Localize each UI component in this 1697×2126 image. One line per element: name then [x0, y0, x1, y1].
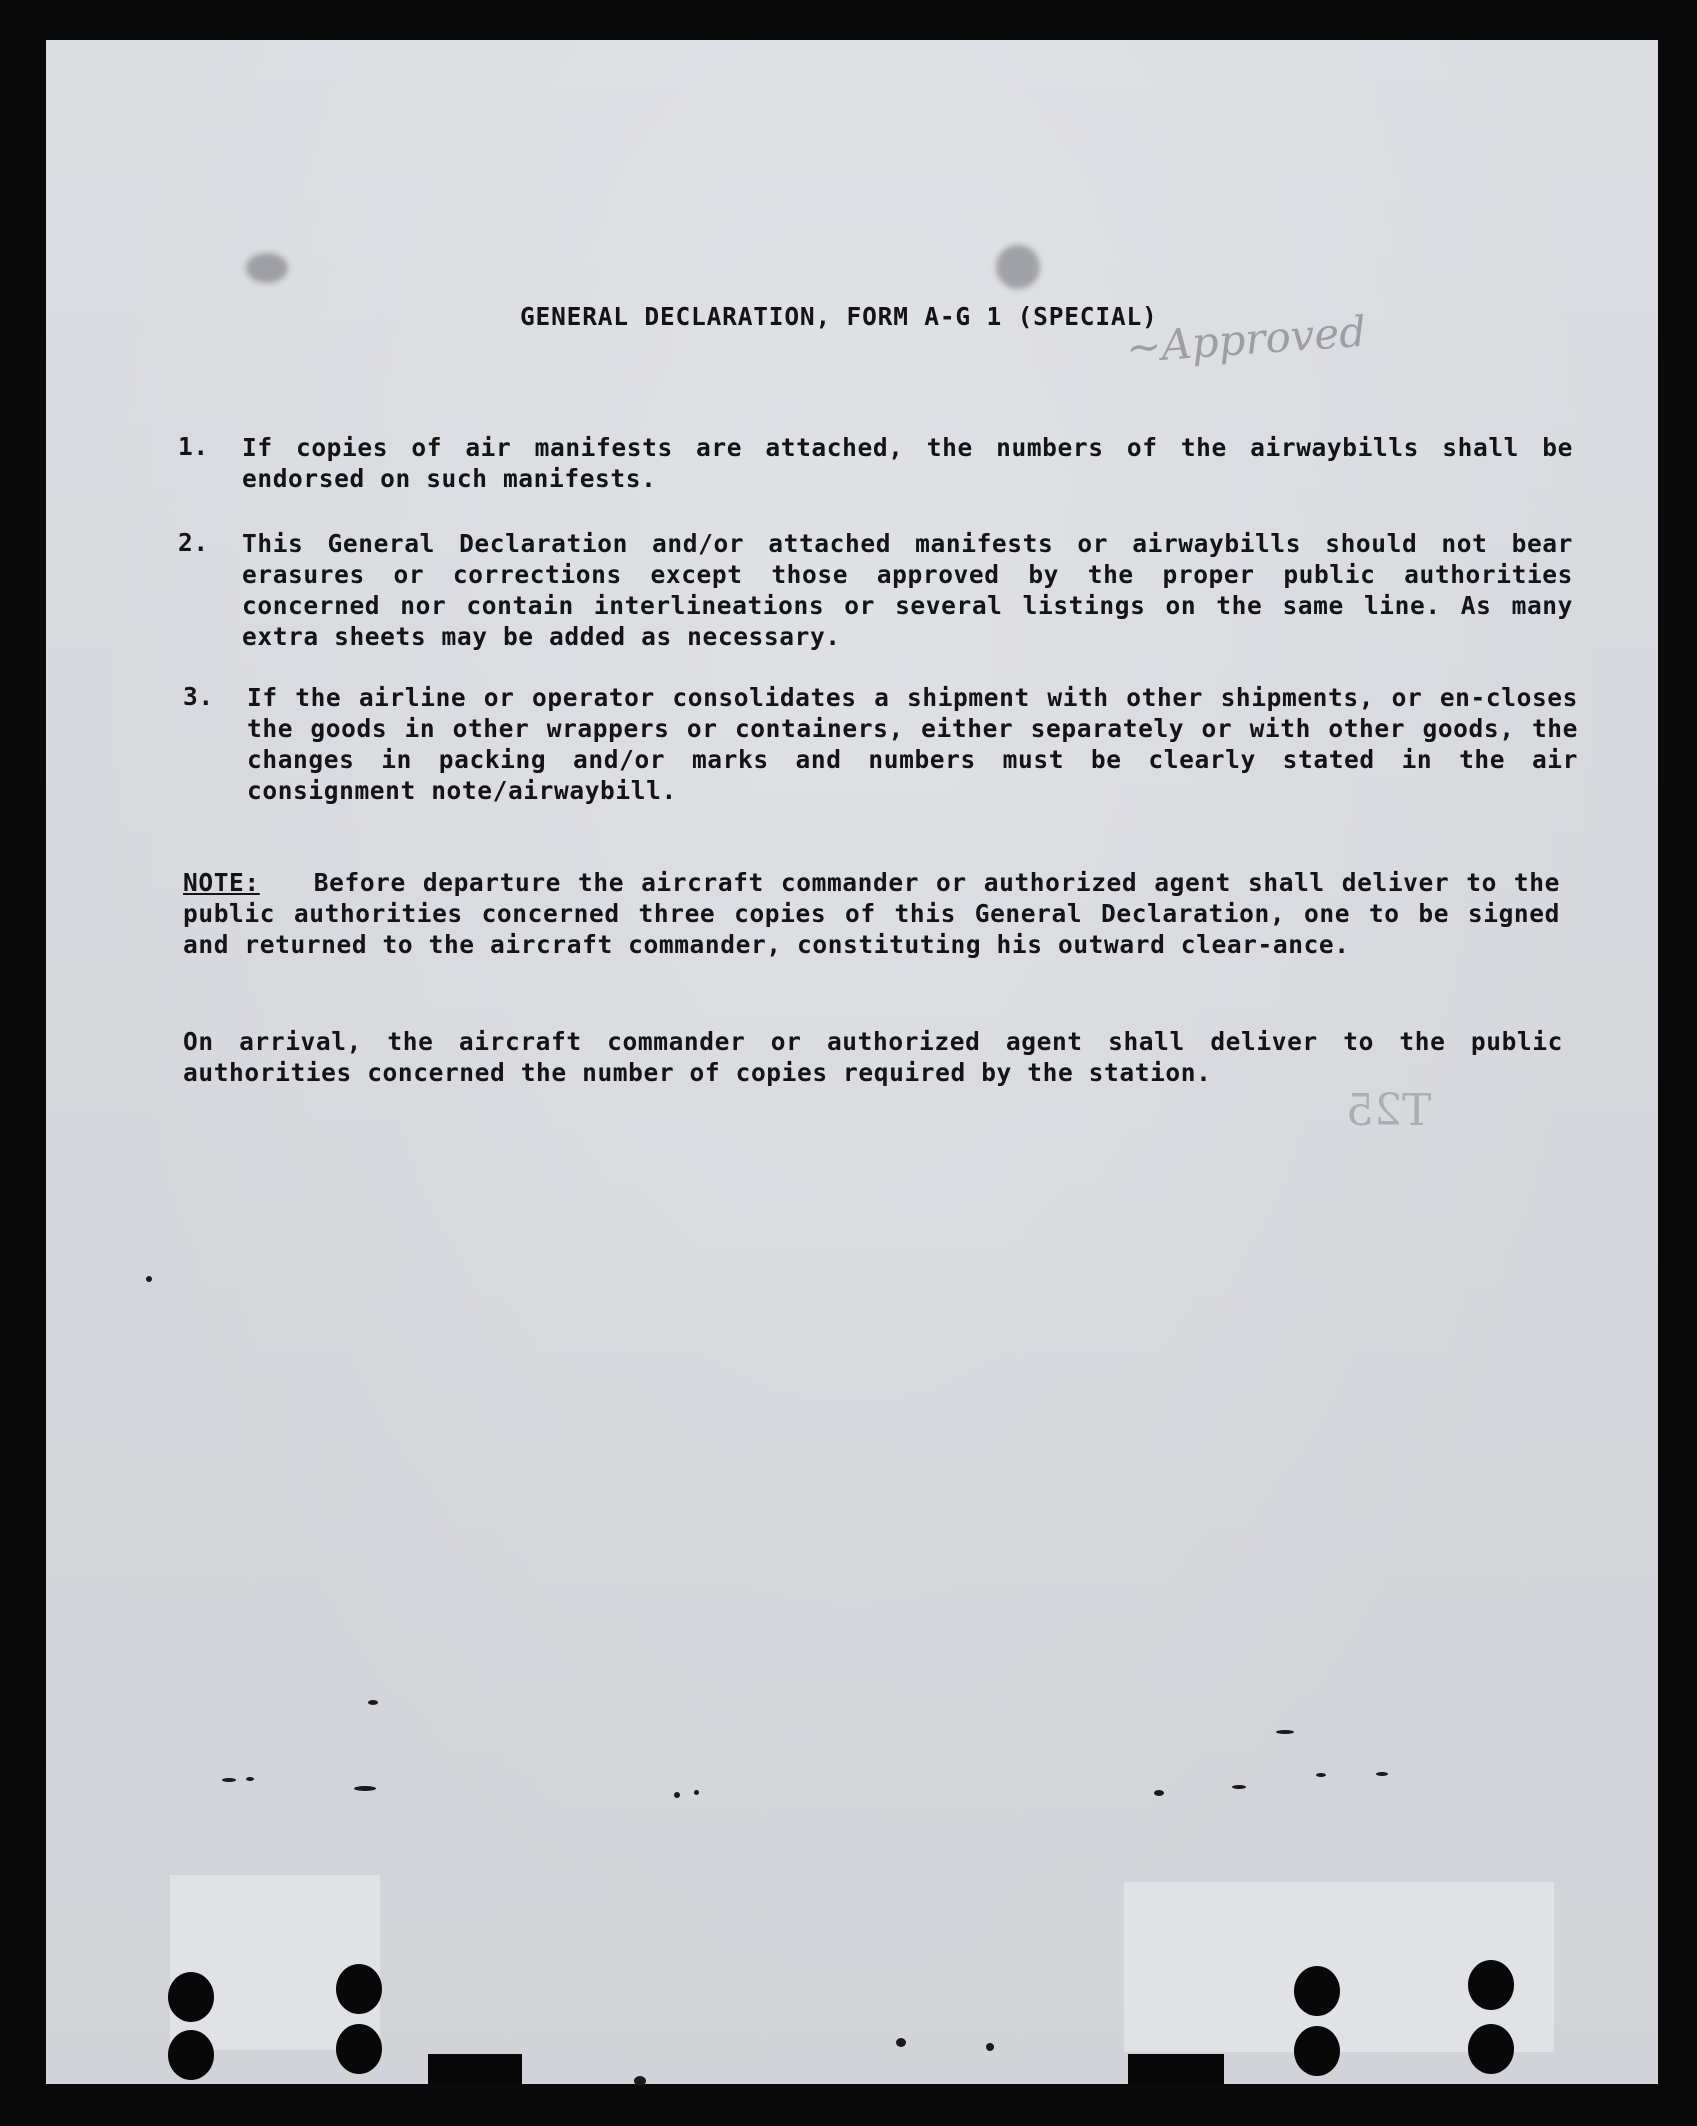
- item-number: 3.: [183, 682, 214, 711]
- instruction-item: [178, 432, 1573, 494]
- arrival-paragraph: On arrival, the aircraft commander or authorized agent shall deliver to the public authorities concerned the number of copies required by the station.: [183, 1027, 1563, 1087]
- item-text: If copies of air manifests are attached, the numbers of the airwaybills shall be endorsed on such manifests.: [242, 433, 1573, 493]
- ink-speck: [1376, 1772, 1388, 1776]
- ink-speck: [222, 1778, 236, 1782]
- ink-speck: [1232, 1785, 1246, 1789]
- punch-hole: [1468, 1960, 1514, 2010]
- ink-smudge: [996, 245, 1040, 289]
- ink-smudge: [246, 253, 288, 283]
- punch-hole: [336, 2024, 382, 2074]
- instruction-item: [178, 528, 1573, 652]
- ink-speck: [896, 2038, 906, 2047]
- punch-hole: [336, 1964, 382, 2014]
- paper-sheet: [46, 40, 1658, 2084]
- punch-hole: [1468, 2024, 1514, 2074]
- item-text: If the airline or operator consolidates a shipment with other shipments, or en-closes the goods in other wrappers or containers, either separately or with other goods, the changes in packing and/or marks and numbers must be clearly stated in the air consignment note/airwaybill.: [247, 683, 1578, 805]
- punch-hole: [168, 1972, 214, 2022]
- ink-speck: [354, 1786, 376, 1791]
- ink-speck: [368, 1700, 378, 1705]
- ink-speck: [1276, 1730, 1294, 1734]
- punch-hole: [168, 2030, 214, 2080]
- item-number: 1.: [178, 432, 209, 461]
- ink-speck: [674, 1792, 680, 1798]
- ink-speck: [246, 1777, 254, 1781]
- handwritten-mark: ~Approved: [1124, 306, 1368, 373]
- ink-speck: [694, 1790, 699, 1795]
- ink-speck: [634, 2076, 646, 2086]
- paper-patch-left: [170, 1875, 380, 2050]
- clip-notch: [428, 2054, 522, 2084]
- punch-hole: [1294, 1966, 1340, 2016]
- ink-speck: [146, 1276, 152, 1282]
- instruction-item: [183, 682, 1578, 806]
- show-through-mark: T25: [1346, 1085, 1432, 1136]
- note-text: Before departure the aircraft commander or authorized agent shall deliver to the public authorities concerned three copies of this General Declaration, one to be signed and returned to the aircraft commander, constituting his outward clear-ance.: [183, 868, 1560, 959]
- ink-speck: [986, 2043, 994, 2051]
- item-number: 2.: [178, 528, 209, 557]
- clip-notch: [1128, 2054, 1224, 2084]
- document-title: GENERAL DECLARATION, FORM A-G 1 (SPECIAL): [520, 302, 1158, 331]
- item-text: This General Declaration and/or attached manifests or airwaybills should not bear erasures or corrections except those approved by the proper public authorities concerned nor contain interlineations or several listings on the same line. As many extra sheets may be added as necessary.: [242, 529, 1573, 651]
- ink-speck: [1154, 1790, 1164, 1796]
- note-label: NOTE:: [183, 868, 260, 897]
- note-paragraph: [183, 867, 1560, 960]
- punch-hole: [1294, 2026, 1340, 2076]
- ink-speck: [1316, 1773, 1326, 1777]
